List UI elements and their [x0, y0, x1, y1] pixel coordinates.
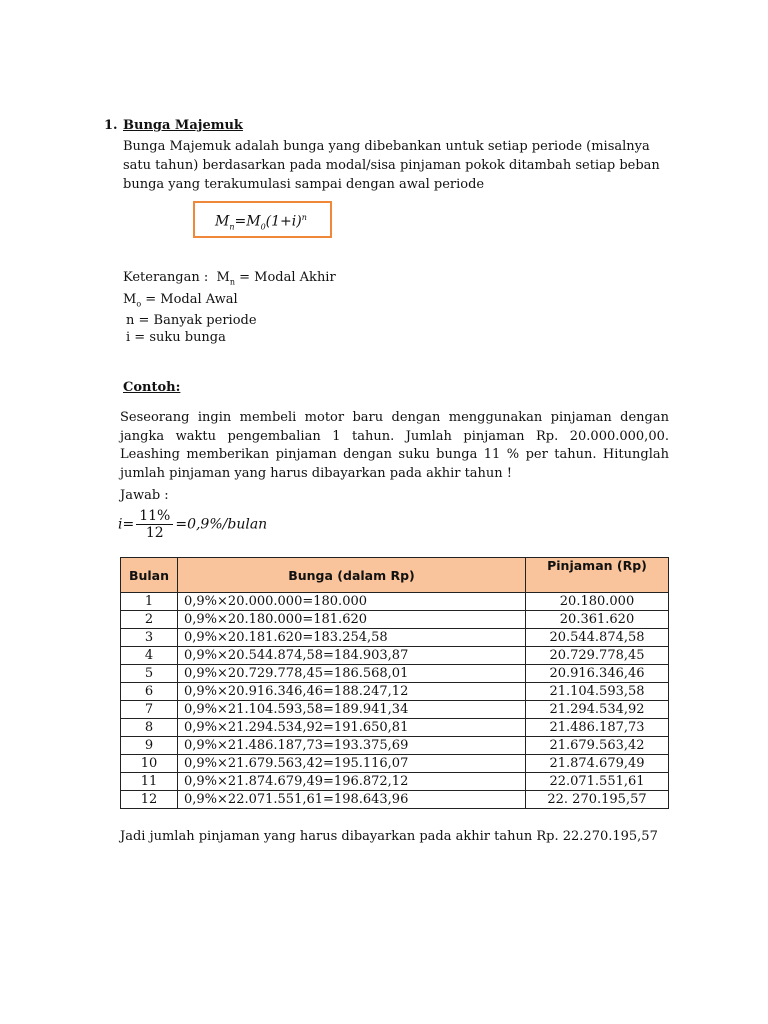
loan-cell: 20.916.346,46	[526, 665, 669, 683]
legend-i: i = suku bunga	[126, 330, 226, 346]
interest-cell: 0,9%×21.104.593,58=189.941,34	[178, 701, 526, 719]
interest-cell: 0,9%×21.294.534,92=191.650,81	[178, 719, 526, 737]
interest-cell: 0,9%×20.180.000=181.620	[178, 611, 526, 629]
table-row	[121, 755, 669, 773]
table-row	[121, 647, 669, 665]
problem-paragraph: Seseorang ingin membeli motor baru dengan menggunakan pinjaman dengan jangka waktu pengembalian 1 tahun. Jumlah pinjaman Rp. 20.000.000,00. Leashing memberikan pinjaman dengan suku bunga 11 % per tahun. Hitunglah jumlah pinjaman yang harus dibayarkan pada akhir tahun !	[120, 410, 669, 481]
loan-cell: 20.361.620	[526, 611, 669, 629]
loan-table	[120, 557, 669, 809]
month-cell: 3	[121, 629, 178, 647]
interest-cell: 0,9%×20.729.778,45=186.568,01	[178, 665, 526, 683]
table-row	[121, 701, 669, 719]
loan-cell: 21.104.593,58	[526, 683, 669, 701]
legend-n: n = Banyak periode	[126, 313, 257, 329]
interest-cell: 0,9%×21.679.563,42=195.116,07	[178, 755, 526, 773]
interest-cell: 0,9%×20.000.000=180.000	[178, 593, 526, 611]
interest-cell: 0,9%×21.486.187,73=193.375,69	[178, 737, 526, 755]
loan-cell: 22.071.551,61	[526, 773, 669, 791]
loan-cell: 20.180.000	[526, 593, 669, 611]
month-cell: 1	[121, 593, 178, 611]
table-row	[121, 629, 669, 647]
header-pinjaman: Pinjaman (Rp)	[526, 558, 669, 593]
compound-interest-formula: $M_n=M_0(1+i)^n$	[215, 213, 307, 232]
loan-cell: 20.729.778,45	[526, 647, 669, 665]
month-cell: 10	[121, 755, 178, 773]
month-cell: 9	[121, 737, 178, 755]
month-cell: 11	[121, 773, 178, 791]
section-number: 1.	[104, 118, 118, 133]
rate-equation: i= $\frac{11\%}{12}$ =0,9%/bulan	[118, 508, 268, 541]
loan-cell: 21.679.563,42	[526, 737, 669, 755]
loan-cell: 20.544.874,58	[526, 629, 669, 647]
month-cell: 6	[121, 683, 178, 701]
table-row	[121, 683, 669, 701]
interest-cell: 0,9%×20.916.346,46=188.247,12	[178, 683, 526, 701]
header-bulan: Bulan	[121, 558, 178, 593]
month-cell: 12	[121, 791, 178, 809]
loan-cell: 21.486.187,73	[526, 719, 669, 737]
legend-mn: Keterangan : $M_n$ = Modal Akhir	[123, 270, 336, 287]
month-cell: 7	[121, 701, 178, 719]
table-row	[121, 791, 669, 809]
table-header-row	[121, 558, 669, 593]
month-cell: 5	[121, 665, 178, 683]
definition-paragraph: Bunga Majemuk adalah bunga yang dibebankan untuk setiap periode (misalnya satu tahun) berdasarkan pada modal/sisa pinjaman pokok ditambah setiap beban bunga yang terakumulasi sampai dengan awal periode	[123, 139, 660, 192]
loan-cell: 21.874.679,49	[526, 755, 669, 773]
month-cell: 8	[121, 719, 178, 737]
loan-cell: 22. 270.195,57	[526, 791, 669, 809]
interest-cell: 0,9%×20.181.620=183.254,58	[178, 629, 526, 647]
table-row	[121, 773, 669, 791]
month-cell: 4	[121, 647, 178, 665]
table-row	[121, 593, 669, 611]
table-row	[121, 611, 669, 629]
interest-cell: 0,9%×22.071.551,61=198.643,96	[178, 791, 526, 809]
header-bunga: Bunga (dalam Rp)	[178, 558, 526, 593]
example-heading: Contoh:	[123, 380, 181, 395]
loan-cell: 21.294.534,92	[526, 701, 669, 719]
table-row	[121, 737, 669, 755]
legend-mo: $M_o$ = Modal Awal	[123, 291, 238, 309]
formula-box	[193, 201, 332, 238]
table-row	[121, 719, 669, 737]
answer-label: Jawab :	[120, 488, 169, 503]
conclusion-text: Jadi jumlah pinjaman yang harus dibayarkan pada akhir tahun Rp. 22.270.195,57	[120, 829, 658, 844]
rate-fraction: $\frac{11\%}{12}$	[136, 508, 173, 541]
section-title: Bunga Majemuk	[123, 118, 243, 133]
month-cell: 2	[121, 611, 178, 629]
interest-cell: 0,9%×21.874.679,49=196.872,12	[178, 773, 526, 791]
legend	[123, 269, 336, 346]
table-row	[121, 665, 669, 683]
interest-cell: 0,9%×20.544.874,58=184.903,87	[178, 647, 526, 665]
